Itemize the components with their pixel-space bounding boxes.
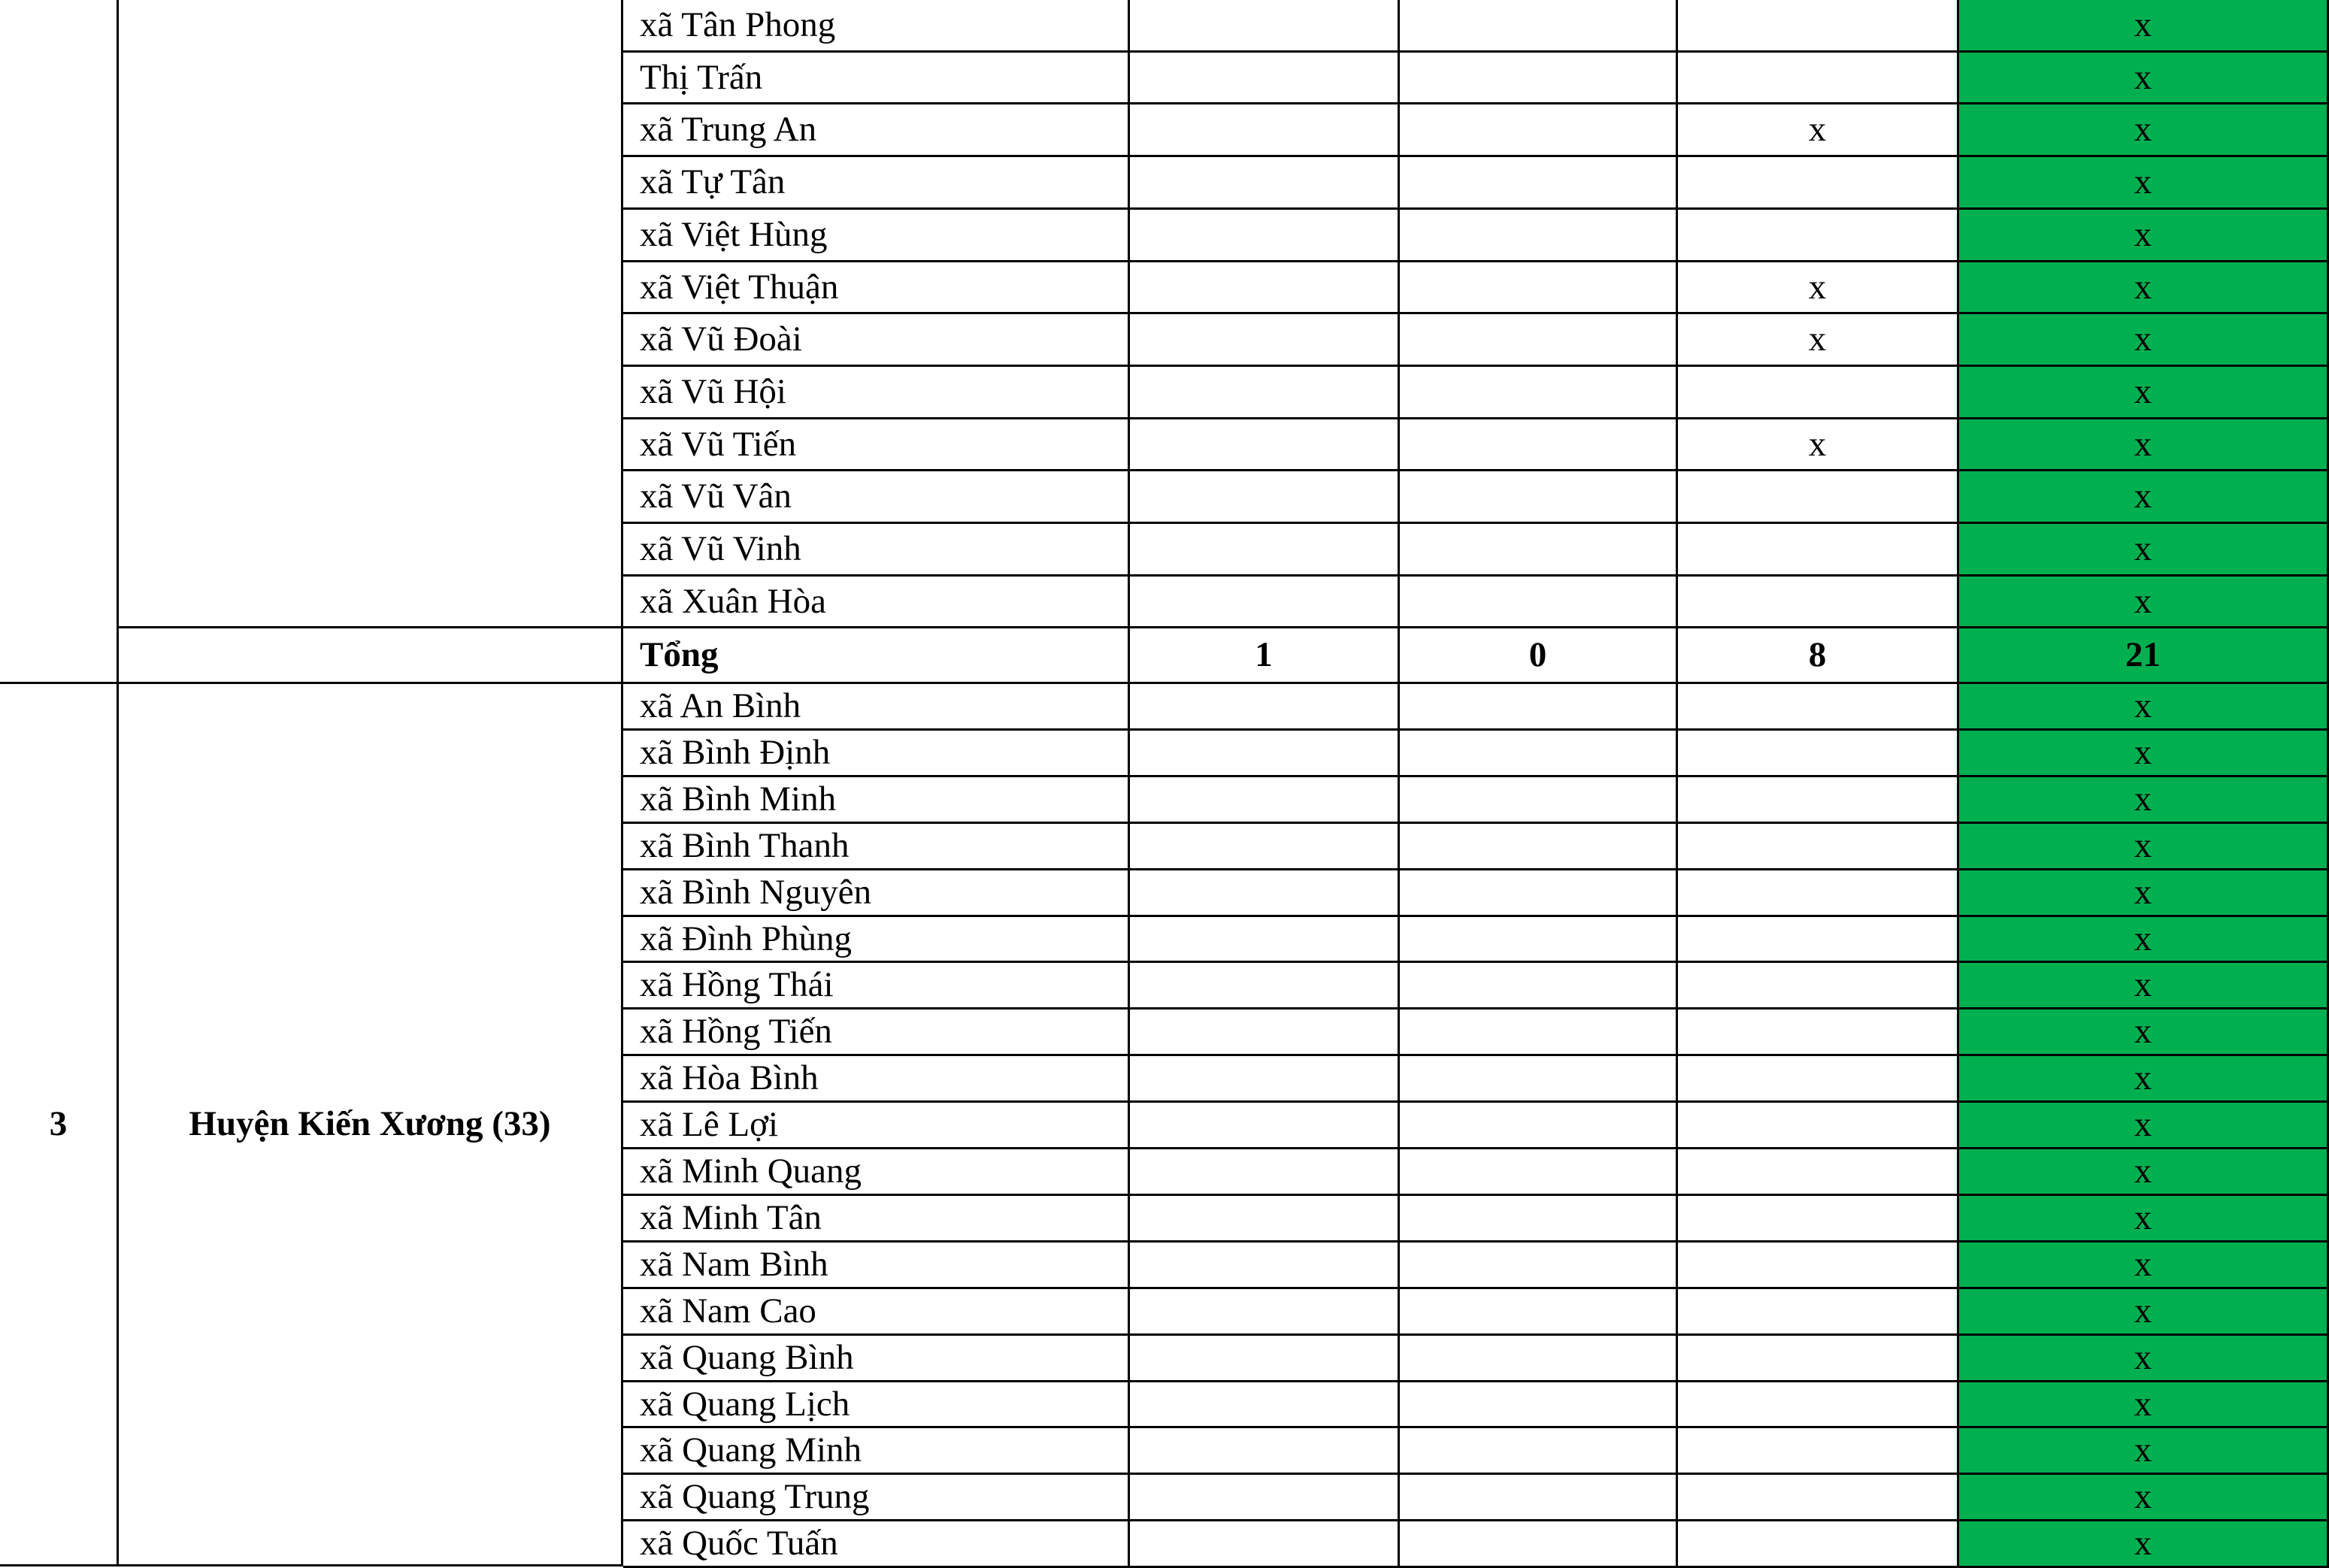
commune-name: xã Trung An — [623, 104, 1130, 157]
mark-col-4: x — [1959, 917, 2329, 963]
total-label: Tổng — [623, 628, 1130, 684]
commune-name: xã Vũ Tiến — [623, 419, 1130, 471]
mark-col-3: x — [1678, 419, 1959, 471]
mark-col-3 — [1678, 731, 1959, 777]
mark-col-4: x — [1959, 963, 2329, 1010]
mark-col-1 — [1130, 1010, 1400, 1056]
mark-col-4: x — [1959, 262, 2329, 314]
mark-col-3 — [1678, 684, 1959, 731]
mark-col-4: x — [1959, 1428, 2329, 1475]
mark-col-3 — [1678, 367, 1959, 419]
commune-name: xã An Bình — [623, 684, 1130, 731]
commune-name: xã Bình Minh — [623, 777, 1130, 824]
mark-col-2 — [1400, 1336, 1678, 1382]
mark-col-2 — [1400, 210, 1678, 262]
commune-name: xã Việt Thuận — [623, 262, 1130, 314]
mark-col-1 — [1130, 870, 1400, 917]
commune-name: xã Bình Thanh — [623, 824, 1130, 870]
mark-col-4: x — [1959, 210, 2329, 262]
commune-name: Thị Trấn — [623, 53, 1130, 104]
mark-col-1 — [1130, 104, 1400, 157]
mark-col-3: x — [1678, 262, 1959, 314]
mark-col-3 — [1678, 1056, 1959, 1103]
mark-col-2 — [1400, 917, 1678, 963]
mark-col-1 — [1130, 917, 1400, 963]
mark-col-2 — [1400, 870, 1678, 917]
commune-name: xã Quang Lịch — [623, 1382, 1130, 1428]
mark-col-1 — [1130, 1149, 1400, 1196]
mark-col-1 — [1130, 419, 1400, 471]
commune-name: xã Quang Minh — [623, 1428, 1130, 1475]
mark-col-4: x — [1959, 1149, 2329, 1196]
commune-name: xã Minh Quang — [623, 1149, 1130, 1196]
mark-col-4: x — [1959, 0, 2329, 53]
mark-col-1 — [1130, 1475, 1400, 1521]
commune-name: xã Vũ Hội — [623, 367, 1130, 419]
mark-col-1 — [1130, 824, 1400, 870]
commune-name: xã Hồng Tiến — [623, 1010, 1130, 1056]
mark-col-2 — [1400, 1382, 1678, 1428]
stt-cell-prev — [0, 0, 119, 684]
mark-col-1 — [1130, 1196, 1400, 1243]
mark-col-3 — [1678, 1196, 1959, 1243]
mark-col-2 — [1400, 731, 1678, 777]
mark-col-1 — [1130, 53, 1400, 104]
mark-col-2 — [1400, 777, 1678, 824]
mark-col-3 — [1678, 870, 1959, 917]
mark-col-4: x — [1959, 1521, 2329, 1568]
mark-col-2 — [1400, 367, 1678, 419]
commune-name: xã Tân Phong — [623, 0, 1130, 53]
mark-col-3 — [1678, 577, 1959, 628]
mark-col-3 — [1678, 824, 1959, 870]
mark-col-4: x — [1959, 419, 2329, 471]
commune-name: xã Quốc Tuấn — [623, 1521, 1130, 1568]
total-col-1: 1 — [1130, 628, 1400, 684]
mark-col-2 — [1400, 314, 1678, 367]
mark-col-3: x — [1678, 314, 1959, 367]
mark-col-4: x — [1959, 824, 2329, 870]
mark-col-4: x — [1959, 104, 2329, 157]
mark-col-2 — [1400, 1428, 1678, 1475]
mark-col-2 — [1400, 1010, 1678, 1056]
mark-col-2 — [1400, 0, 1678, 53]
mark-col-3 — [1678, 1289, 1959, 1336]
mark-col-4: x — [1959, 314, 2329, 367]
mark-col-1 — [1130, 367, 1400, 419]
mark-col-1 — [1130, 1103, 1400, 1149]
mark-col-2 — [1400, 104, 1678, 157]
commune-name: xã Lê Lợi — [623, 1103, 1130, 1149]
mark-col-4: x — [1959, 1056, 2329, 1103]
mark-col-4: x — [1959, 1010, 2329, 1056]
commune-name: xã Minh Tân — [623, 1196, 1130, 1243]
mark-col-4: x — [1959, 524, 2329, 577]
mark-col-1 — [1130, 577, 1400, 628]
commune-name: xã Vũ Đoài — [623, 314, 1130, 367]
mark-col-2 — [1400, 419, 1678, 471]
mark-col-1 — [1130, 777, 1400, 824]
mark-col-1 — [1130, 1243, 1400, 1289]
commune-name: xã Quang Bình — [623, 1336, 1130, 1382]
commune-name: xã Vũ Vinh — [623, 524, 1130, 577]
mark-col-4: x — [1959, 777, 2329, 824]
mark-col-2 — [1400, 1243, 1678, 1289]
mark-col-2 — [1400, 1149, 1678, 1196]
mark-col-1 — [1130, 1382, 1400, 1428]
mark-col-1 — [1130, 314, 1400, 367]
mark-col-2 — [1400, 1056, 1678, 1103]
mark-col-1 — [1130, 1521, 1400, 1568]
mark-col-4: x — [1959, 1243, 2329, 1289]
mark-col-3 — [1678, 1521, 1959, 1568]
mark-col-2 — [1400, 1196, 1678, 1243]
mark-col-3 — [1678, 1103, 1959, 1149]
mark-col-4: x — [1959, 367, 2329, 419]
mark-col-4: x — [1959, 53, 2329, 104]
mark-col-4: x — [1959, 1103, 2329, 1149]
mark-col-2 — [1400, 1475, 1678, 1521]
mark-col-3: x — [1678, 104, 1959, 157]
district-cell-prev — [119, 0, 623, 628]
mark-col-1 — [1130, 1056, 1400, 1103]
mark-col-3 — [1678, 1336, 1959, 1382]
mark-col-1 — [1130, 0, 1400, 53]
mark-col-1 — [1130, 210, 1400, 262]
mark-col-2 — [1400, 53, 1678, 104]
total-spacer — [119, 628, 623, 684]
mark-col-2 — [1400, 262, 1678, 314]
total-col-2: 0 — [1400, 628, 1678, 684]
commune-name: xã Quang Trung — [623, 1475, 1130, 1521]
commune-name: xã Hòa Bình — [623, 1056, 1130, 1103]
commune-name: xã Xuân Hòa — [623, 577, 1130, 628]
mark-col-3 — [1678, 53, 1959, 104]
mark-col-3 — [1678, 524, 1959, 577]
mark-col-4: x — [1959, 1289, 2329, 1336]
mark-col-3 — [1678, 1428, 1959, 1475]
commune-name: xã Nam Bình — [623, 1243, 1130, 1289]
mark-col-3 — [1678, 1382, 1959, 1428]
mark-col-4: x — [1959, 1196, 2329, 1243]
mark-col-2 — [1400, 684, 1678, 731]
mark-col-1 — [1130, 1289, 1400, 1336]
commune-name: xã Bình Nguyên — [623, 870, 1130, 917]
mark-col-1 — [1130, 963, 1400, 1010]
mark-col-2 — [1400, 524, 1678, 577]
commune-name: xã Nam Cao — [623, 1289, 1130, 1336]
mark-col-2 — [1400, 824, 1678, 870]
mark-col-2 — [1400, 471, 1678, 524]
mark-col-3 — [1678, 1243, 1959, 1289]
commune-name: xã Vũ Vân — [623, 471, 1130, 524]
mark-col-4: x — [1959, 684, 2329, 731]
mark-col-1 — [1130, 684, 1400, 731]
mark-col-3 — [1678, 1010, 1959, 1056]
mark-col-3 — [1678, 210, 1959, 262]
mark-col-4: x — [1959, 577, 2329, 628]
mark-col-3 — [1678, 471, 1959, 524]
mark-col-2 — [1400, 1289, 1678, 1336]
mark-col-3 — [1678, 157, 1959, 210]
total-col-3: 8 — [1678, 628, 1959, 684]
mark-col-3 — [1678, 1149, 1959, 1196]
total-col-4: 21 — [1959, 628, 2329, 684]
mark-col-3 — [1678, 963, 1959, 1010]
mark-col-4: x — [1959, 870, 2329, 917]
mark-col-1 — [1130, 157, 1400, 210]
mark-col-1 — [1130, 731, 1400, 777]
mark-col-2 — [1400, 1103, 1678, 1149]
mark-col-1 — [1130, 471, 1400, 524]
mark-col-3 — [1678, 1475, 1959, 1521]
mark-col-2 — [1400, 577, 1678, 628]
mark-col-4: x — [1959, 471, 2329, 524]
commune-name: xã Đình Phùng — [623, 917, 1130, 963]
mark-col-2 — [1400, 157, 1678, 210]
district-name: Huyện Kiến Xương (33) — [119, 684, 623, 1566]
mark-col-3 — [1678, 777, 1959, 824]
mark-col-4: x — [1959, 157, 2329, 210]
mark-col-4: x — [1959, 1382, 2329, 1428]
commune-name: xã Hồng Thái — [623, 963, 1130, 1010]
mark-col-1 — [1130, 1336, 1400, 1382]
commune-name: xã Bình Định — [623, 731, 1130, 777]
mark-col-4: x — [1959, 1336, 2329, 1382]
commune-name: xã Việt Hùng — [623, 210, 1130, 262]
stt-cell: 3 — [0, 684, 119, 1566]
mark-col-2 — [1400, 1521, 1678, 1568]
commune-name: xã Tự Tân — [623, 157, 1130, 210]
mark-col-2 — [1400, 963, 1678, 1010]
mark-col-1 — [1130, 1428, 1400, 1475]
mark-col-4: x — [1959, 1475, 2329, 1521]
mark-col-3 — [1678, 917, 1959, 963]
mark-col-3 — [1678, 0, 1959, 53]
mark-col-1 — [1130, 524, 1400, 577]
mark-col-1 — [1130, 262, 1400, 314]
mark-col-4: x — [1959, 731, 2329, 777]
